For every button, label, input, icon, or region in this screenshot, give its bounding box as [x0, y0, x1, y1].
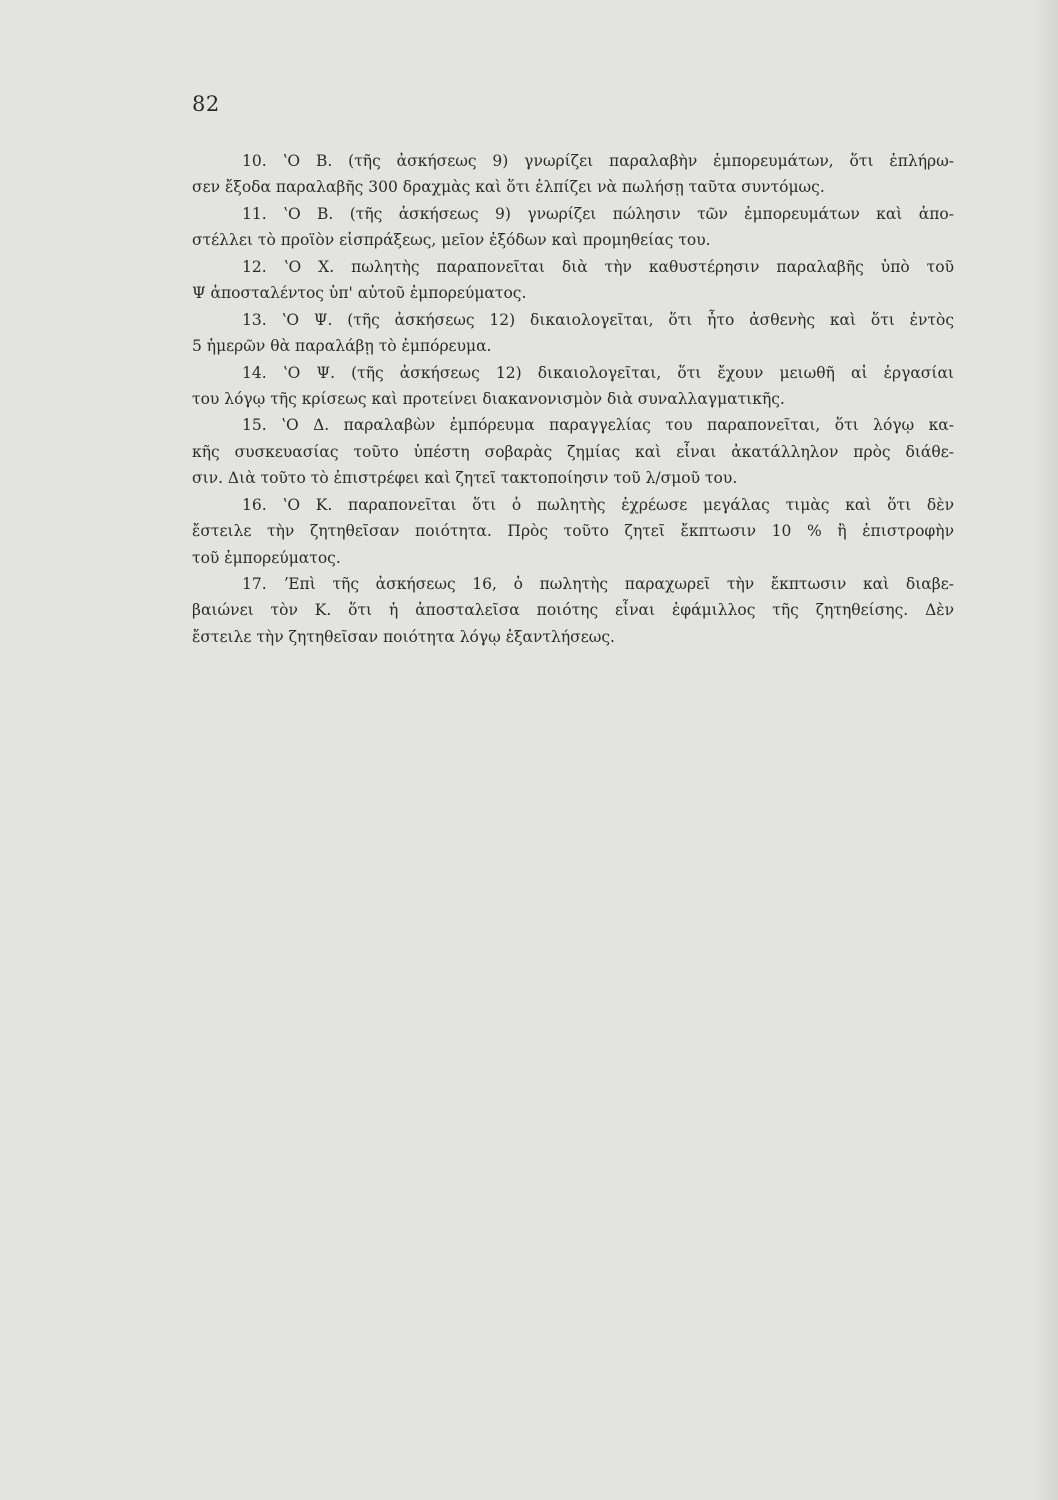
exercise-16-line-3: τοῦ ἐμπορεύματος.: [192, 548, 341, 567]
exercise-10-line-1: 10. ʽΟ Β. (τῆς ἀσκήσεως 9) γνωρίζει παραλαβὴν ἐμπορευμάτων, ὅτι ἐπλήρω-: [242, 152, 954, 170]
exercise-16-line-1: 16. ʽΟ Κ. παραπονεῖται ὅτι ὁ πωλητὴς ἐχρέωσε μεγάλας τιμὰς καὶ ὅτι δὲν: [242, 495, 954, 514]
exercise-11-line-2: στέλλει τὸ προϊὸν εἰσπράξεως, μεῖον ἐξόδων καὶ προμηθείας του.: [192, 231, 711, 250]
exercise-13-line-1: 13. ʽΟ Ψ. (τῆς ἀσκήσεως 12) δικαιολογεῖται, ὅτι ἦτο ἀσθενὴς καὶ ὅτι ἐντὸς: [242, 310, 954, 329]
exercise-10-line-2: σεν ἔξοδα παραλαβῆς 300 δραχμὰς καὶ ὅτι ἐλπίζει νὰ πωλήσῃ ταῦτα συντόμως.: [192, 178, 825, 197]
exercise-11-line-1: 11. ʽΟ Β. (τῆς ἀσκήσεως 9) γνωρίζει πώλησιν τῶν ἐμπορευμάτων καὶ ἀπο-: [242, 204, 954, 223]
page-edge-shadow: [1036, 0, 1058, 1500]
exercise-15-line-3: σιν. Διὰ τοῦτο τὸ ἐπιστρέφει καὶ ζητεῖ τακτοποίησιν τοῦ λ/σμοῦ του.: [192, 469, 738, 488]
exercise-15-line-1: 15. ʽΟ Δ. παραλαβὼν ἐμπόρευμα παραγγελίας του παραπονεῖται, ὅτι λόγῳ κα-: [242, 416, 954, 435]
exercise-list: [192, 148, 954, 650]
exercise-14-line-1: 14. ʽΟ Ψ. (τῆς ἀσκήσεως 12) δικαιολογεῖται, ὅτι ἔχουν μειωθῆ αἱ ἐργασίαι: [242, 363, 954, 382]
exercise-17-line-3: ἔστειλε τὴν ζητηθεῖσαν ποιότητα λόγῳ ἐξαντλήσεως.: [192, 627, 615, 646]
exercise-13-line-2: 5 ἡμερῶν θὰ παραλάβῃ τὸ ἐμπόρευμα.: [192, 337, 492, 356]
exercise-14-line-2: του λόγῳ τῆς κρίσεως καὶ προτείνει διακανονισμὸν διὰ συναλλαγματικῆς.: [192, 389, 785, 408]
exercise-16-line-2: ἔστειλε τὴν ζητηθεῖσαν ποιότητα. Πρὸς τοῦτο ζητεῖ ἔκπτωσιν 10 % ἢ ἐπιστροφὴν: [192, 522, 954, 541]
exercise-12-line-2: Ψ ἀποσταλέντος ὑπ' αὐτοῦ ἐμπορεύματος.: [192, 284, 527, 303]
exercise-15-line-2: κῆς συσκευασίας τοῦτο ὑπέστη σοβαρὰς ζημίας καὶ εἶναι ἀκατάλληλον πρὸς διάθε-: [192, 442, 954, 461]
page-number: 82: [192, 92, 220, 116]
exercise-17-line-2: βαιώνει τὸν Κ. ὅτι ἡ ἀποσταλεῖσα ποιότης εἶναι ἐφάμιλλος τῆς ζητηθείσης. Δὲν: [192, 601, 954, 620]
exercise-12-line-1: 12. ʽΟ Χ. πωλητὴς παραπονεῖται διὰ τὴν καθυστέρησιν παραλαβῆς ὑπὸ τοῦ: [242, 257, 954, 276]
exercise-17-line-1: 17. ʼΕπὶ τῆς ἀσκήσεως 16, ὁ πωλητὴς παραχωρεῖ τὴν ἔκπτωσιν καὶ διαβε-: [242, 575, 954, 593]
